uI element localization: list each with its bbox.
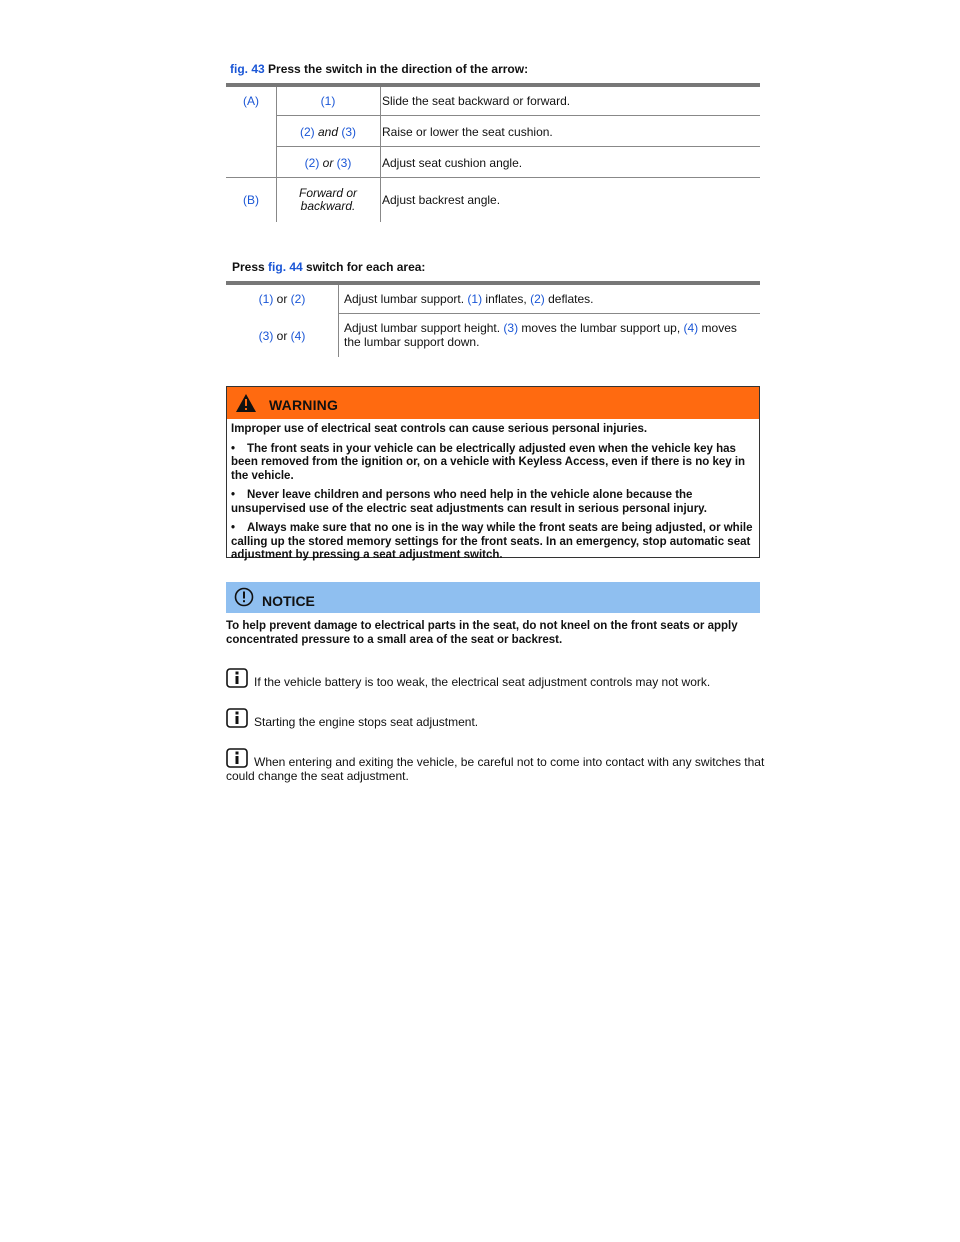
control-ref: (1): [320, 94, 336, 108]
col-divider: [380, 87, 381, 222]
row-divider: [226, 177, 760, 178]
control-ref: (3): [258, 329, 274, 343]
control-ref: (2): [299, 125, 315, 139]
control-text: Forward or backward.: [298, 186, 357, 213]
control-ref: (3): [341, 125, 357, 139]
info-note: Starting the engine stops seat adjustment.: [226, 708, 766, 729]
list-item: • The front seats in your vehicle can be electrically adjusted even when the vehicle key has been removed from the ignition or, on a vehicle with Keyless Access, even if there is no key in the vehicle.: [231, 442, 746, 482]
warning-body: [231, 423, 753, 569]
bullet-icon: •: [231, 489, 236, 501]
action-text: Raise or lower the seat cushion.: [382, 125, 553, 139]
info-icon: [226, 668, 248, 688]
control-ref: (1): [258, 292, 274, 306]
row-divider: [276, 146, 760, 147]
fig43-link[interactable]: fig. 43: [230, 62, 265, 76]
table2-top-rule: [226, 281, 760, 285]
area-label: (B): [243, 193, 259, 207]
action-text: Adjust lumbar support height. (3) moves the lumbar support up, (4) moves the lumbar support down.: [344, 321, 737, 349]
warning-header: [227, 387, 759, 419]
action-text: Slide the seat backward or forward.: [382, 94, 571, 108]
col-divider: [338, 285, 339, 357]
bullet-icon: •: [231, 442, 236, 455]
list-item: • Always make sure that no one is in the way while the front seats are being adjusted, or while calling up the stored memory settings for the front seats. In an emergency, stop automatic seat adjustment by pressing a seat adjustment switch.: [231, 522, 753, 561]
control-ref: (3): [336, 156, 352, 170]
row-divider: [276, 115, 760, 116]
control-ref: (2): [290, 292, 306, 306]
notice-header: [226, 582, 760, 613]
action-text: Adjust seat cushion angle.: [382, 156, 523, 170]
table1-caption: fig. 43 Press the switch in the direction of the arrow:: [230, 62, 529, 76]
info-icon: [226, 708, 248, 728]
fig44-link[interactable]: fig. 44: [268, 260, 303, 274]
notice-body: To help prevent damage to electrical parts in the seat, do not kneel on the front seats or apply concentrated pressure to a small area of the seat or backrest.: [226, 620, 738, 646]
list-item: • Never leave children and persons who need help in the vehicle alone because the unsupervised use of the electric seat adjustments can result in serious personal injury.: [231, 489, 707, 515]
exclamation-circle-icon: [234, 587, 254, 607]
action-text: Adjust backrest angle.: [382, 193, 501, 207]
table1-top-rule: [226, 83, 760, 87]
row-divider: [338, 313, 760, 314]
info-note: If the vehicle battery is too weak, the electrical seat adjustment controls may not work.: [226, 668, 766, 689]
area-label: (A): [243, 94, 259, 108]
control-ref: (4): [290, 329, 306, 343]
info-icon: [226, 748, 248, 768]
warning-intro: Improper use of electrical seat controls can cause serious personal injuries.: [231, 423, 648, 435]
warning-title: WARNING: [269, 397, 339, 413]
warning-triangle-icon: [235, 393, 257, 413]
bullet-icon: •: [231, 522, 236, 534]
warning-box: [226, 386, 760, 561]
control-ref: (2): [304, 156, 320, 170]
info-note: When entering and exiting the vehicle, be careful not to come into contact with any switches that could change the seat adjustment.: [226, 748, 766, 783]
action-text: Adjust lumbar support. (1) inflates, (2) deflates.: [344, 292, 594, 306]
notice-title: NOTICE: [262, 593, 315, 609]
table2-caption: Press fig. 44 switch for each area:: [232, 260, 426, 274]
